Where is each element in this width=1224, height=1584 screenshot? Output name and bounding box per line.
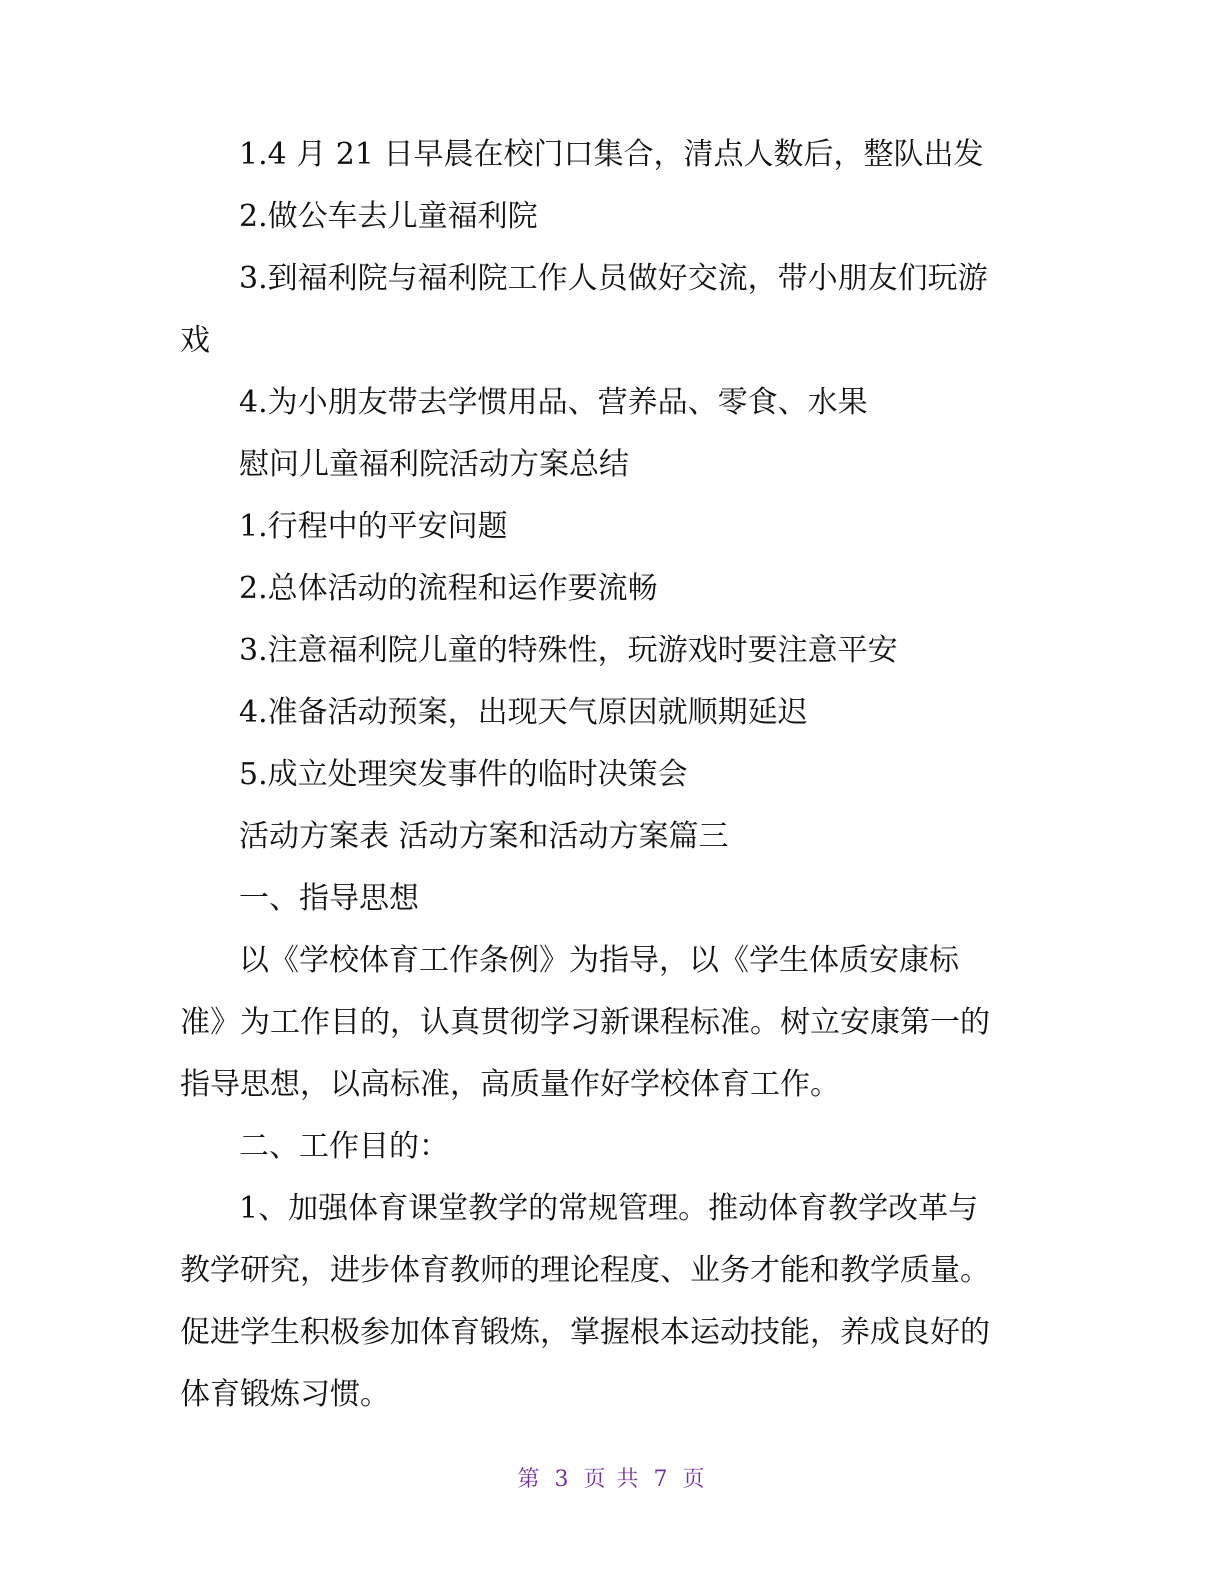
section-heading: 活动方案表 活动方案和活动方案篇三 [239, 819, 729, 854]
text-line: 5.成立处理突发事件的临时决策会 [239, 757, 688, 792]
footer-current-page: 3 [554, 1467, 571, 1492]
document-body [180, 124, 1040, 1426]
text-line: 4.准备活动预案，出现天气原因就顺期延迟 [239, 695, 808, 730]
text-line: 4.为小朋友带去学惯用品、营养品、零食、水果 [239, 385, 868, 420]
text-line: 促进学生积极参加体育锻炼，掌握根本运动技能，养成良好的 [180, 1315, 990, 1350]
text-line: 2.总体活动的流程和运作要流畅 [239, 571, 658, 606]
section-heading: 二、工作目的： [239, 1129, 449, 1164]
footer-total-pages: 7 [653, 1467, 670, 1492]
text-line: 2.做公车去儿童福利院 [239, 199, 538, 234]
text-line: 教学研究，进步体育教师的理论程度、业务才能和教学质量。 [180, 1253, 990, 1288]
text-line: 准》为工作目的，认真贯彻学习新课程标准。树立安康第一的 [180, 1005, 990, 1040]
text-line: 3.注意福利院儿童的特殊性，玩游戏时要注意平安 [239, 633, 898, 668]
page-footer [0, 1464, 1224, 1496]
text-line: 3.到福利院与福利院工作人员做好交流，带小朋友们玩游 [239, 261, 988, 296]
text-line: 以《学校体育工作条例》为指导，以《学生体质安康标 [239, 943, 959, 978]
text-line: 1.行程中的平安问题 [239, 509, 508, 544]
footer-suffix: 页 [682, 1467, 707, 1492]
text-line: 指导思想，以高标准，高质量作好学校体育工作。 [180, 1067, 840, 1102]
text-line: 1、加强体育课堂教学的常规管理。推动体育教学改革与 [239, 1191, 979, 1226]
text-line: 戏 [180, 323, 210, 358]
text-line: 1.4 月 21 日早晨在校门口集合，清点人数后，整队出发 [239, 137, 984, 172]
section-heading: 慰问儿童福利院活动方案总结 [239, 447, 629, 482]
section-heading: 一、指导思想 [239, 881, 419, 916]
footer-middle: 页 共 [583, 1467, 641, 1492]
text-line: 体育锻炼习惯。 [180, 1377, 390, 1412]
footer-prefix: 第 [517, 1467, 542, 1492]
